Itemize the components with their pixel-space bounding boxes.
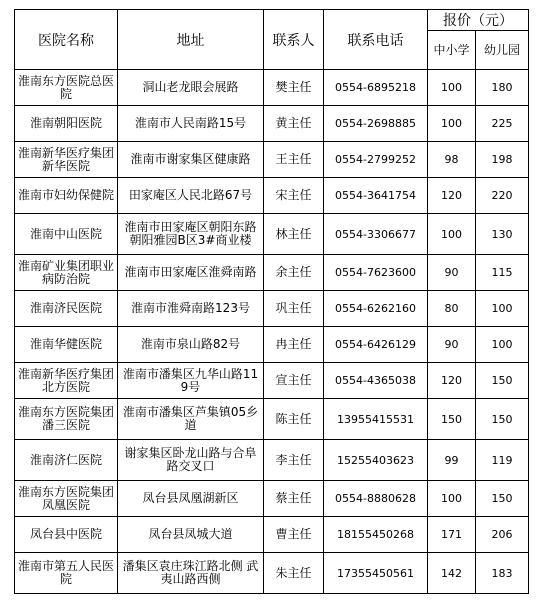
hospital-name-cell: 淮南华健医院 (15, 327, 118, 363)
address-cell: 潘集区袁庄珠江路北侧 武夷山路西侧 (118, 553, 264, 594)
table-row (15, 214, 529, 255)
kindergarten-price-cell: 130 (476, 214, 529, 255)
address-cell: 淮南市淮舜南路123号 (118, 291, 264, 327)
table-row (15, 399, 529, 440)
col-header-price: 报价（元） (428, 10, 529, 31)
phone-cell: 0554-7623600 (324, 255, 428, 291)
address-cell: 凤台县凤凰湖新区 (118, 481, 264, 517)
phone-cell: 0554-6426129 (324, 327, 428, 363)
contact-cell: 巩主任 (264, 291, 324, 327)
hospital-name-cell: 淮南朝阳医院 (15, 106, 118, 142)
kindergarten-price-cell: 100 (476, 327, 529, 363)
kindergarten-price-cell: 150 (476, 363, 529, 399)
kindergarten-price-cell: 206 (476, 517, 529, 553)
phone-cell: 0554-2799252 (324, 142, 428, 178)
contact-cell: 李主任 (264, 440, 324, 481)
col-header-address: 地址 (118, 10, 264, 70)
kindergarten-price-cell: 220 (476, 178, 529, 214)
contact-cell: 曹主任 (264, 517, 324, 553)
hospital-name-cell: 淮南市妇幼保健院 (15, 178, 118, 214)
contact-cell: 宋主任 (264, 178, 324, 214)
phone-cell: 15255403623 (324, 440, 428, 481)
contact-cell: 陈主任 (264, 399, 324, 440)
hospital-name-cell: 淮南中山医院 (15, 214, 118, 255)
phone-cell: 0554-6262160 (324, 291, 428, 327)
table-row (15, 142, 529, 178)
hospital-name-cell: 淮南市第五人民医院 (15, 553, 118, 594)
table-row (15, 363, 529, 399)
address-cell: 洞山老龙眼会展路 (118, 70, 264, 106)
col-header-contact: 联系人 (264, 10, 324, 70)
address-cell: 淮南市田家庵区朝阳东路朝阳雅园B区3#商业楼 (118, 214, 264, 255)
table-row (15, 327, 529, 363)
contact-cell: 林主任 (264, 214, 324, 255)
kindergarten-price-cell: 100 (476, 291, 529, 327)
col-header-primary: 中小学 (428, 31, 476, 70)
address-cell: 淮南市谢家集区健康路 (118, 142, 264, 178)
primary-price-cell: 150 (428, 399, 476, 440)
address-cell: 田家庵区人民北路67号 (118, 178, 264, 214)
primary-price-cell: 90 (428, 255, 476, 291)
contact-cell: 樊主任 (264, 70, 324, 106)
phone-cell: 0554-4365038 (324, 363, 428, 399)
address-cell: 淮南市潘集区芦集镇05乡道 (118, 399, 264, 440)
phone-cell: 0554-6895218 (324, 70, 428, 106)
phone-cell: 0554-2698885 (324, 106, 428, 142)
primary-price-cell: 100 (428, 481, 476, 517)
address-cell: 淮南市潘集区九华山路119号 (118, 363, 264, 399)
kindergarten-price-cell: 150 (476, 399, 529, 440)
table-row (15, 481, 529, 517)
hospital-price-table (14, 9, 529, 594)
table-row (15, 291, 529, 327)
hospital-name-cell: 淮南济仁医院 (15, 440, 118, 481)
table-row (15, 517, 529, 553)
kindergarten-price-cell: 150 (476, 481, 529, 517)
table-row (15, 106, 529, 142)
primary-price-cell: 100 (428, 106, 476, 142)
primary-price-cell: 99 (428, 440, 476, 481)
address-cell: 谢家集区卧龙山路与合阜路交叉口 (118, 440, 264, 481)
primary-price-cell: 171 (428, 517, 476, 553)
contact-cell: 黄主任 (264, 106, 324, 142)
hospital-name-cell: 淮南新华医疗集团新华医院 (15, 142, 118, 178)
hospital-name-cell: 淮南新华医疗集团北方医院 (15, 363, 118, 399)
contact-cell: 王主任 (264, 142, 324, 178)
kindergarten-price-cell: 198 (476, 142, 529, 178)
address-cell: 淮南市人民南路15号 (118, 106, 264, 142)
col-header-phone: 联系电话 (324, 10, 428, 70)
table-row (15, 255, 529, 291)
contact-cell: 蔡主任 (264, 481, 324, 517)
kindergarten-price-cell: 225 (476, 106, 529, 142)
address-cell: 淮南市田家庵区淮舜南路 (118, 255, 264, 291)
table-row (15, 440, 529, 481)
hospital-name-cell: 凤台县中医院 (15, 517, 118, 553)
phone-cell: 0554-3306677 (324, 214, 428, 255)
kindergarten-price-cell: 180 (476, 70, 529, 106)
contact-cell: 朱主任 (264, 553, 324, 594)
table-row (15, 70, 529, 106)
phone-cell: 17355450561 (324, 553, 428, 594)
phone-cell: 0554-8880628 (324, 481, 428, 517)
primary-price-cell: 120 (428, 363, 476, 399)
primary-price-cell: 98 (428, 142, 476, 178)
phone-cell: 0554-3641754 (324, 178, 428, 214)
table-body (15, 70, 529, 594)
kindergarten-price-cell: 115 (476, 255, 529, 291)
primary-price-cell: 142 (428, 553, 476, 594)
contact-cell: 冉主任 (264, 327, 324, 363)
hospital-name-cell: 淮南济民医院 (15, 291, 118, 327)
hospital-name-cell: 淮南东方医院集团潘三医院 (15, 399, 118, 440)
table-row (15, 178, 529, 214)
primary-price-cell: 100 (428, 70, 476, 106)
primary-price-cell: 90 (428, 327, 476, 363)
kindergarten-price-cell: 183 (476, 553, 529, 594)
hospital-name-cell: 淮南东方医院总医院 (15, 70, 118, 106)
phone-cell: 13955415531 (324, 399, 428, 440)
header-row (15, 10, 529, 31)
hospital-name-cell: 淮南东方医院集团凤凰医院 (15, 481, 118, 517)
primary-price-cell: 120 (428, 178, 476, 214)
contact-cell: 余主任 (264, 255, 324, 291)
contact-cell: 宣主任 (264, 363, 324, 399)
col-header-kindergarten: 幼儿园 (476, 31, 529, 70)
primary-price-cell: 100 (428, 214, 476, 255)
address-cell: 凤台县凤城大道 (118, 517, 264, 553)
phone-cell: 18155450268 (324, 517, 428, 553)
table-row (15, 553, 529, 594)
primary-price-cell: 80 (428, 291, 476, 327)
hospital-name-cell: 淮南矿业集团职业病防治院 (15, 255, 118, 291)
address-cell: 淮南市泉山路82号 (118, 327, 264, 363)
col-header-name: 医院名称 (15, 10, 118, 70)
kindergarten-price-cell: 119 (476, 440, 529, 481)
